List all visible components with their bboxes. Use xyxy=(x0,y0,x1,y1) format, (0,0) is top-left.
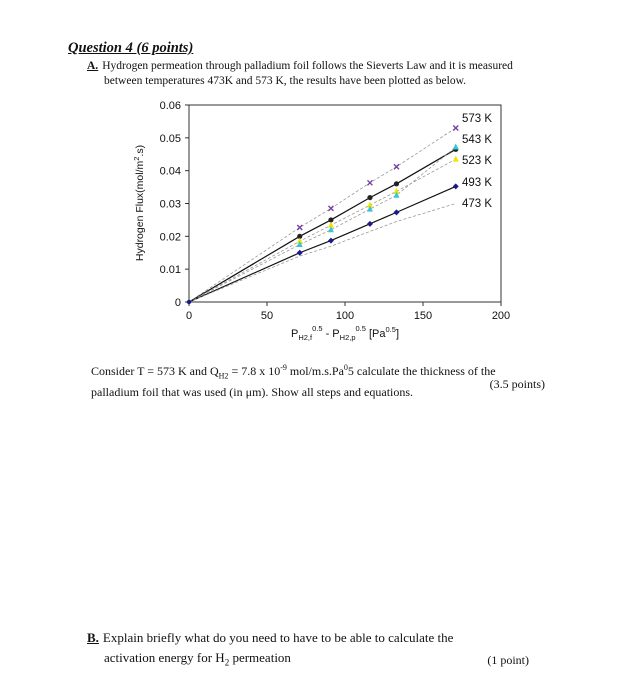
origin-point xyxy=(187,300,191,304)
task-line2: palladium foil that was used (in μm). Show all steps and equations. xyxy=(91,385,414,400)
x-tick-label: 200 xyxy=(491,310,511,322)
task-line1: Consider T = 573 K and $Q_{H2} = 7.8$ x $10^{-9}$ mol/m.s.Pa$^0$5 calculate the thickness of the xyxy=(91,363,496,381)
data-point xyxy=(394,181,399,186)
series-label: 523 K xyxy=(462,155,493,167)
y-ticks xyxy=(160,100,189,309)
part-b-line1: Explain briefly what do you need to have to be able to calculate the xyxy=(102,630,454,645)
part-a-line1: Hydrogen permeation through palladium foil follows the Sieverts Law and it is measured xyxy=(102,60,513,72)
data-point xyxy=(367,195,372,200)
part-a-line2: between temperatures 473K and 573 K, the results have been plotted as below. xyxy=(104,75,467,87)
question-title: Question 4 (6 points) xyxy=(68,40,194,56)
x-tick-label: 50 xyxy=(260,310,274,322)
x-ticks xyxy=(186,302,510,322)
x-tick-label: 0 xyxy=(185,310,193,322)
x-tick-label: 100 xyxy=(335,310,355,322)
task-points: (3.5 points) xyxy=(489,377,545,391)
series-label: 473 K xyxy=(462,198,493,210)
y-tick-label: 0.03 xyxy=(159,198,181,211)
part-b-points: (1 point) xyxy=(487,653,529,667)
x-axis-title: $P_{H2,f}^{0.5} - P_{H2,p}^{0.5}$ $[Pa^{0.5}]$ xyxy=(290,324,400,342)
y-tick-label: 0.01 xyxy=(159,264,181,277)
part-a-text xyxy=(87,59,537,89)
y-tick-label: 0.04 xyxy=(159,165,181,178)
series-label: 543 K xyxy=(462,134,493,146)
plot-area xyxy=(189,105,501,302)
y-tick-label: 0 xyxy=(174,297,181,309)
y-tick-label: 0.02 xyxy=(159,231,181,244)
y-tick-label: 0.06 xyxy=(159,100,181,112)
x-tick-label: 150 xyxy=(413,310,433,322)
part-b-text xyxy=(87,628,537,673)
y-axis-title: Hydrogen $Flux(mol/m^2.s)$ xyxy=(132,144,146,262)
y-tick-label: 0.05 xyxy=(159,132,181,145)
series-label: 493 K xyxy=(462,177,493,189)
series-label: 573 K xyxy=(462,113,493,125)
part-b-line2: activation energy for $H_2$ permeation xyxy=(104,650,291,668)
part-b-label: B. xyxy=(87,630,99,645)
hydrogen-flux-chart xyxy=(125,95,525,342)
part-a-label: A. xyxy=(87,60,99,72)
part-a-task xyxy=(91,360,551,400)
